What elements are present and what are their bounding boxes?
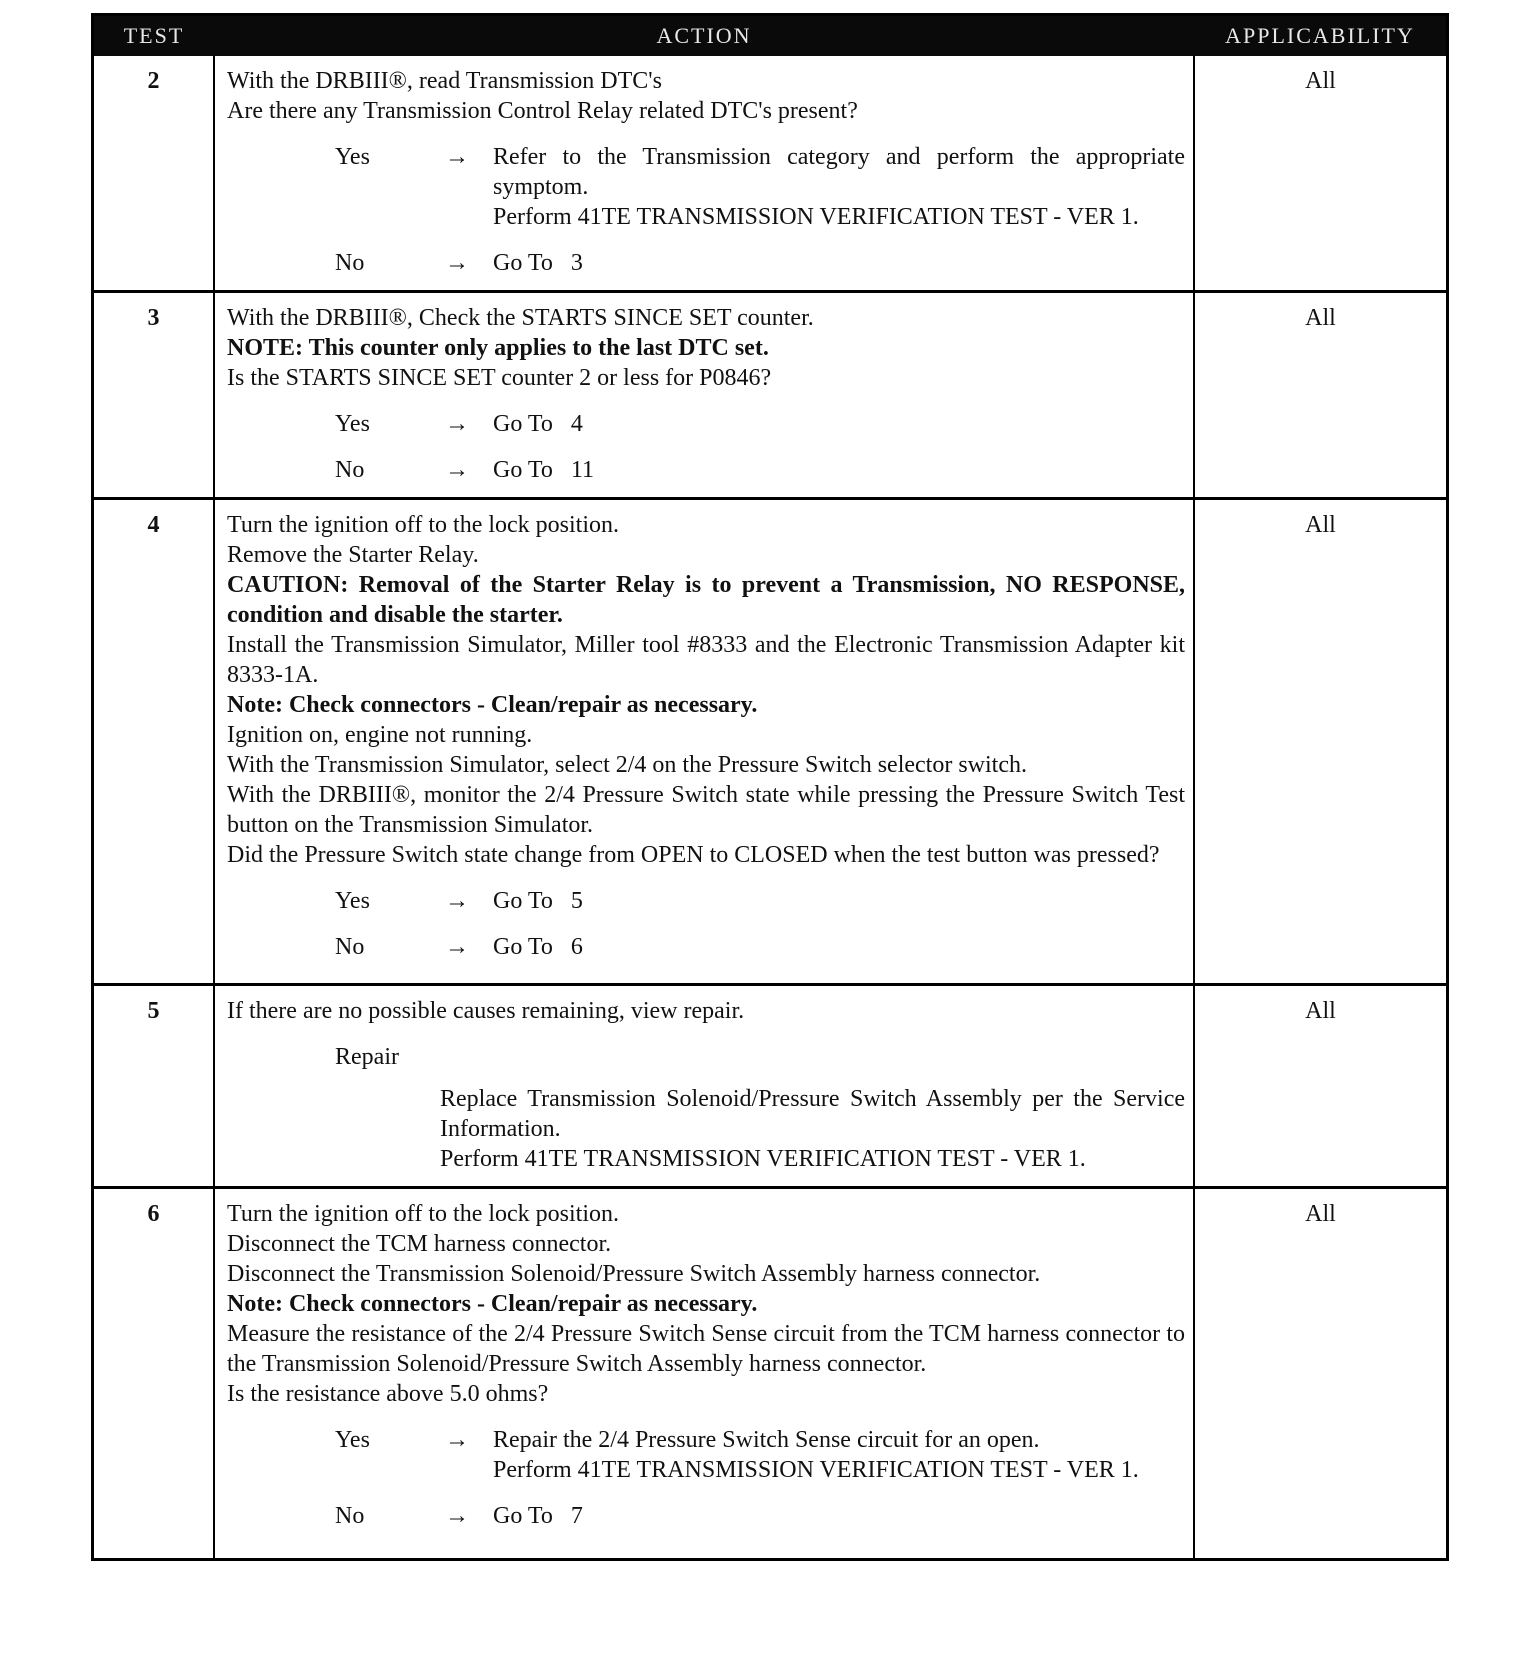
yes-result (227, 409, 1185, 439)
applicability-cell: All (1194, 56, 1446, 292)
yes-line: Perform 41TE TRANSMISSION VERIFICATION TEST - VER 1. (493, 1457, 1139, 1483)
note-line: NOTE: This counter only applies to the last DTC set. (227, 335, 769, 361)
repair-line: Perform 41TE TRANSMISSION VERIFICATION TEST - VER 1. (440, 1146, 1086, 1172)
yes-result (227, 1425, 1185, 1485)
action-line: With the DRBIII®, Check the STARTS SINCE SET counter. (227, 305, 814, 331)
action-cell (214, 985, 1194, 1188)
table-row (94, 1188, 1446, 1558)
header-action: ACTION (214, 16, 1194, 56)
action-line: With the DRBIII®, monitor the 2/4 Pressure Switch state while pressing the Pressure Switch Test button on the Transmission Simulator. (227, 782, 1185, 838)
action-cell (214, 1188, 1194, 1558)
action-line: Install the Transmission Simulator, Miller tool #8333 and the Electronic Transmission Adapter kit 8333-1A. (227, 632, 1185, 688)
applicability-cell: All (1194, 1188, 1446, 1558)
yes-label: Yes (335, 1427, 370, 1453)
action-line: Disconnect the Transmission Solenoid/Pressure Switch Assembly harness connector. (227, 1261, 1041, 1287)
caution-line: CAUTION: Removal of the Starter Relay is to prevent a Transmission, NO RESPONSE, condition and disable the starter. (227, 572, 1185, 628)
action-cell (214, 499, 1194, 985)
yes-text: Go To 5 (493, 888, 583, 914)
no-result (227, 932, 1185, 962)
header-applicability: APPLICABILITY (1194, 16, 1446, 56)
repair-label: Repair (335, 1044, 399, 1070)
arrow-icon: → (445, 888, 469, 914)
question-line: Did the Pressure Switch state change from OPEN to CLOSED when the test button was pressed? (227, 842, 1160, 868)
no-label: No (335, 457, 365, 483)
action-line: Turn the ignition off to the lock position. (227, 512, 620, 538)
action-cell (214, 292, 1194, 499)
table-row (94, 56, 1446, 292)
action-line: Remove the Starter Relay. (227, 542, 479, 568)
yes-label: Yes (335, 144, 370, 170)
action-line: If there are no possible causes remaining, view repair. (227, 998, 745, 1024)
test-number: 3 (94, 292, 214, 499)
action-line: Are there any Transmission Control Relay related DTC's present? (227, 98, 858, 124)
table-row (94, 292, 1446, 499)
question-line: Is the resistance above 5.0 ohms? (227, 1381, 549, 1407)
no-label: No (335, 1503, 365, 1529)
yes-line: Perform 41TE TRANSMISSION VERIFICATION TEST - VER 1. (493, 204, 1139, 230)
action-line: Measure the resistance of the 2/4 Pressure Switch Sense circuit from the TCM harness connector to the Transmission Solenoid/Pressure Switch Assembly harness connector. (227, 1321, 1185, 1377)
arrow-icon: → (445, 144, 469, 170)
repair-line: Replace Transmission Solenoid/Pressure Switch Assembly per the Service Information. (440, 1086, 1185, 1142)
action-line: Disconnect the TCM harness connector. (227, 1231, 612, 1257)
question-line: Is the STARTS SINCE SET counter 2 or less for P0846? (227, 365, 772, 391)
diagnostic-test-table (91, 13, 1449, 1561)
table-header-row (94, 16, 1446, 56)
no-text: Go To 3 (493, 250, 583, 276)
header-test: TEST (94, 16, 214, 56)
no-result (227, 248, 1185, 278)
table-row (94, 985, 1446, 1188)
test-number: 2 (94, 56, 214, 292)
test-table (94, 16, 1446, 1558)
repair-text (227, 1084, 1185, 1174)
yes-result (227, 886, 1185, 916)
arrow-icon: → (445, 411, 469, 437)
arrow-icon: → (445, 1503, 469, 1529)
note-line: Note: Check connectors - Clean/repair as necessary. (227, 1291, 758, 1317)
arrow-icon: → (445, 250, 469, 276)
action-line: Turn the ignition off to the lock position. (227, 1201, 620, 1227)
test-number: 4 (94, 499, 214, 985)
no-text: Go To 11 (493, 457, 594, 483)
test-number: 6 (94, 1188, 214, 1558)
action-cell (214, 56, 1194, 292)
no-result (227, 1501, 1185, 1531)
arrow-icon: → (445, 457, 469, 483)
applicability-cell: All (1194, 292, 1446, 499)
applicability-cell: All (1194, 985, 1446, 1188)
no-text: Go To 6 (493, 934, 583, 960)
action-line: With the Transmission Simulator, select 2/4 on the Pressure Switch selector switch. (227, 752, 1027, 778)
note-line: Note: Check connectors - Clean/repair as necessary. (227, 692, 758, 718)
applicability-cell: All (1194, 499, 1446, 985)
yes-line: Repair the 2/4 Pressure Switch Sense circuit for an open. (493, 1427, 1040, 1453)
yes-label: Yes (335, 888, 370, 914)
no-label: No (335, 934, 365, 960)
arrow-icon: → (445, 934, 469, 960)
yes-result (227, 142, 1185, 232)
arrow-icon: → (445, 1427, 469, 1453)
yes-text (493, 142, 1185, 232)
table-row (94, 499, 1446, 985)
no-text: Go To 7 (493, 1503, 583, 1529)
yes-label: Yes (335, 411, 370, 437)
action-line: Ignition on, engine not running. (227, 722, 533, 748)
no-result (227, 455, 1185, 485)
yes-text: Go To 4 (493, 411, 583, 437)
no-label: No (335, 250, 365, 276)
yes-line: Refer to the Transmission category and perform the appropriate symptom. (493, 144, 1185, 200)
action-line: With the DRBIII®, read Transmission DTC's (227, 68, 662, 94)
test-number: 5 (94, 985, 214, 1188)
yes-text (493, 1425, 1185, 1485)
